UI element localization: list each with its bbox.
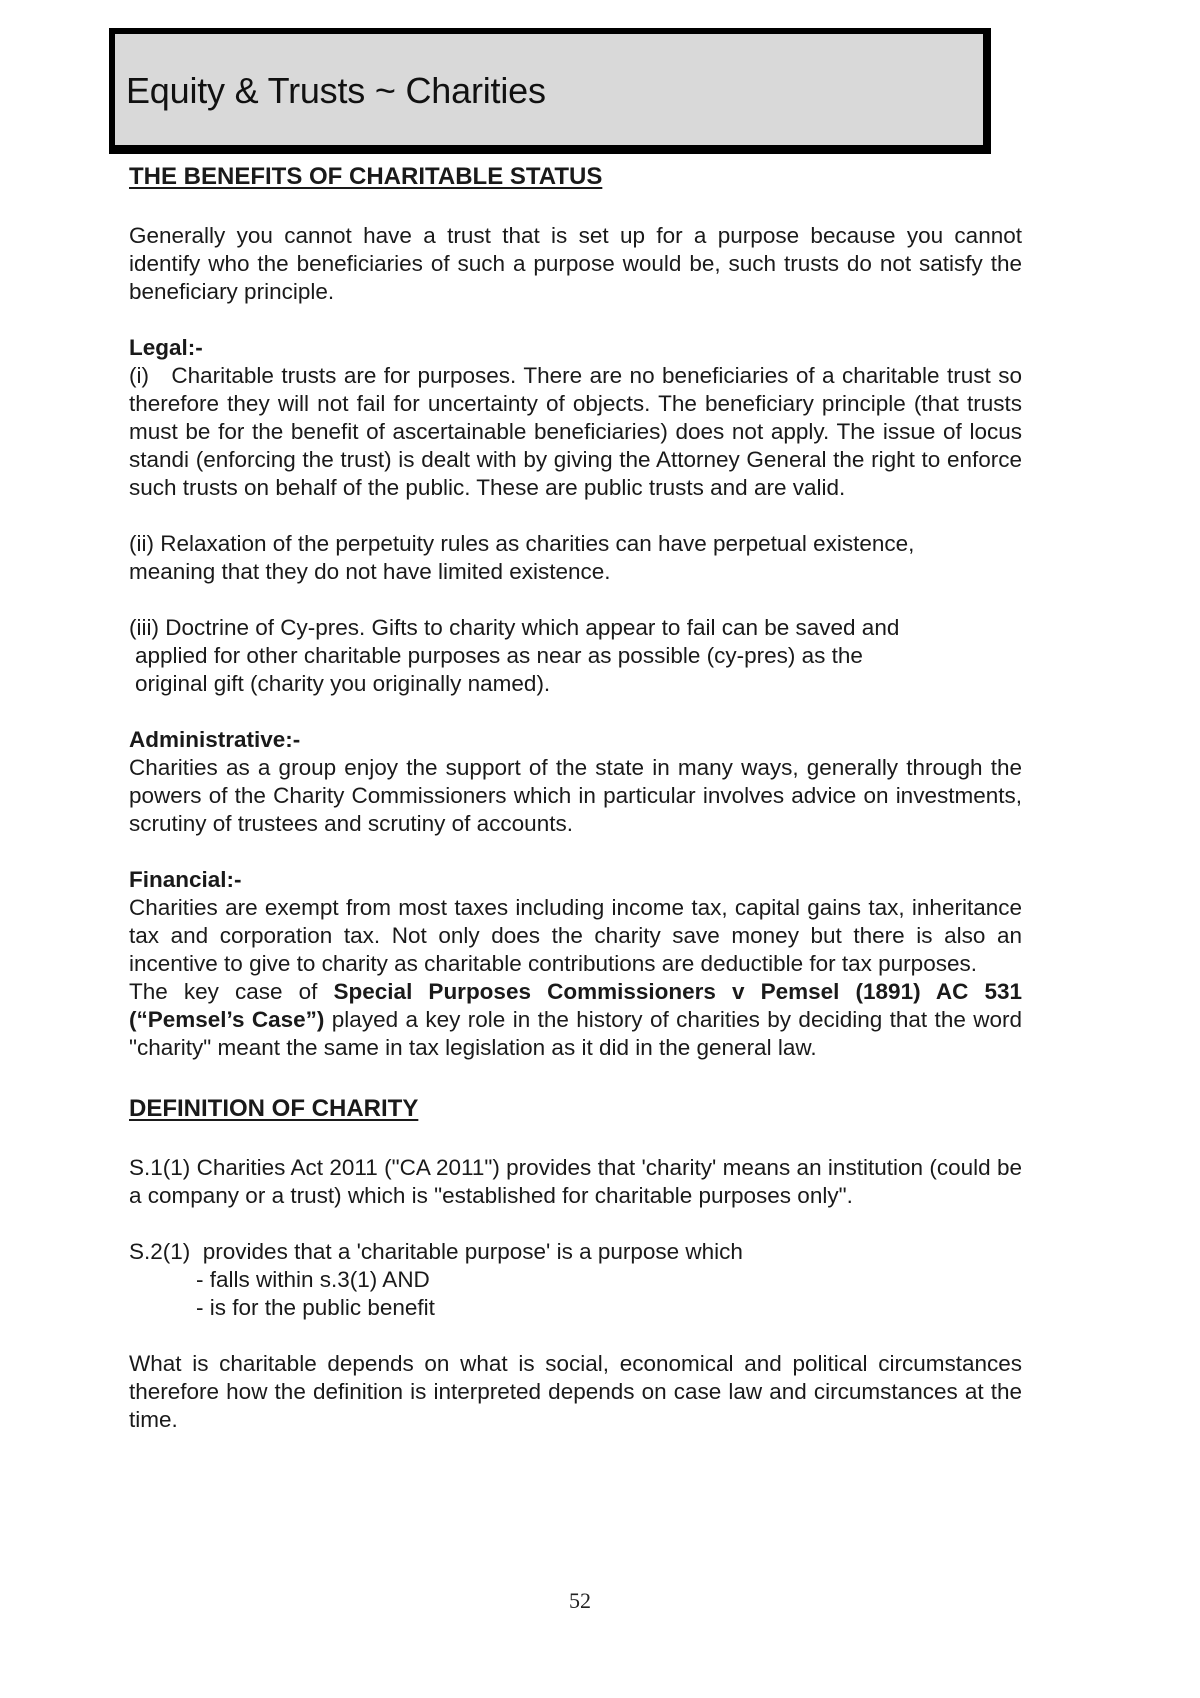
s2-item: - falls within s.3(1) AND [196,1267,430,1292]
s2-item: - is for the public benefit [196,1295,435,1320]
closing-paragraph: What is charitable depends on what is social, economical and political circumstances therefore how the definition is interpreted depends on case law and circumstances at the time. [129,1351,1022,1432]
administrative-label: Administrative:- [129,727,301,752]
pemsel-intro: The key case of [129,979,334,1004]
legal-label: Legal:- [129,335,203,360]
page-number: 52 [569,1588,591,1613]
administrative-paragraph: Charities as a group enjoy the support of the state in many ways, generally through the powers of the Charity Commissioners which in particular involves advice on investments, scrutiny of trustees and scrutiny of accounts. [129,755,1022,836]
document-body [129,162,1029,1434]
financial-label: Financial:- [129,867,242,892]
legal-item-3-line-3: original gift (charity you originally named). [135,671,551,696]
pemsel-conclusion: played a key role in the history of charities by deciding that the word "charity" meant the same in tax legislation as it did in the general law. [129,1007,1022,1060]
s2-intro: S.2(1) provides that a 'charitable purpose' is a purpose which [129,1239,743,1264]
financial-paragraph: Charities are exempt from most taxes including income tax, capital gains tax, inheritance tax and corporation tax. Not only does the charity save money but there is also an incentive to give to charity as charitable contributions are deductible for tax purposes. [129,895,1022,976]
legal-item-1: (i) Charitable trusts are for purposes. There are no beneficiaries of a charitable trust so therefore they will not fail for uncertainty of objects. The beneficiary principle (that trusts must be for the benefit of ascertainable beneficiaries) does not apply. The issue of locus standi (enforcing the trust) is dealt with by giving the Attorney General the right to enforce such trusts on behalf of the public. These are public trusts and are valid. [129,363,1029,500]
legal-item-2-line-2: meaning that they do not have limited existence. [129,559,611,584]
intro-paragraph: Generally you cannot have a trust that is set up for a purpose because you cannot identify who the beneficiaries of such a purpose would be, such trusts do not satisfy the beneficiary principle. [129,223,1022,304]
case-citation: Special Purposes Commissioners v Pemsel (1891) AC 531 (“Pemsel’s Case”) [129,979,1022,1032]
s1-paragraph: S.1(1) Charities Act 2011 ("CA 2011") provides that 'charity' means an institution (could be a company or a trust) which is "established for charitable purposes only". [129,1155,1022,1208]
section-heading-definition: DEFINITION OF CHARITY [129,1095,419,1122]
legal-item-3-line-2: applied for other charitable purposes as near as possible (cy-pres) as the [135,643,863,668]
legal-item-3 [129,614,1022,698]
page-title: Equity & Trusts ~ Charities [126,70,546,111]
pemsel-paragraph [129,978,1022,1062]
legal-item-2 [129,530,1022,586]
section-heading-benefits: THE BENEFITS OF CHARITABLE STATUS [129,163,603,190]
legal-item-3-line-1: (iii) Doctrine of Cy-pres. Gifts to charity which appear to fail can be saved and [129,615,900,640]
legal-item-2-line-1: (ii) Relaxation of the perpetuity rules as charities can have perpetual existence, [129,531,915,556]
